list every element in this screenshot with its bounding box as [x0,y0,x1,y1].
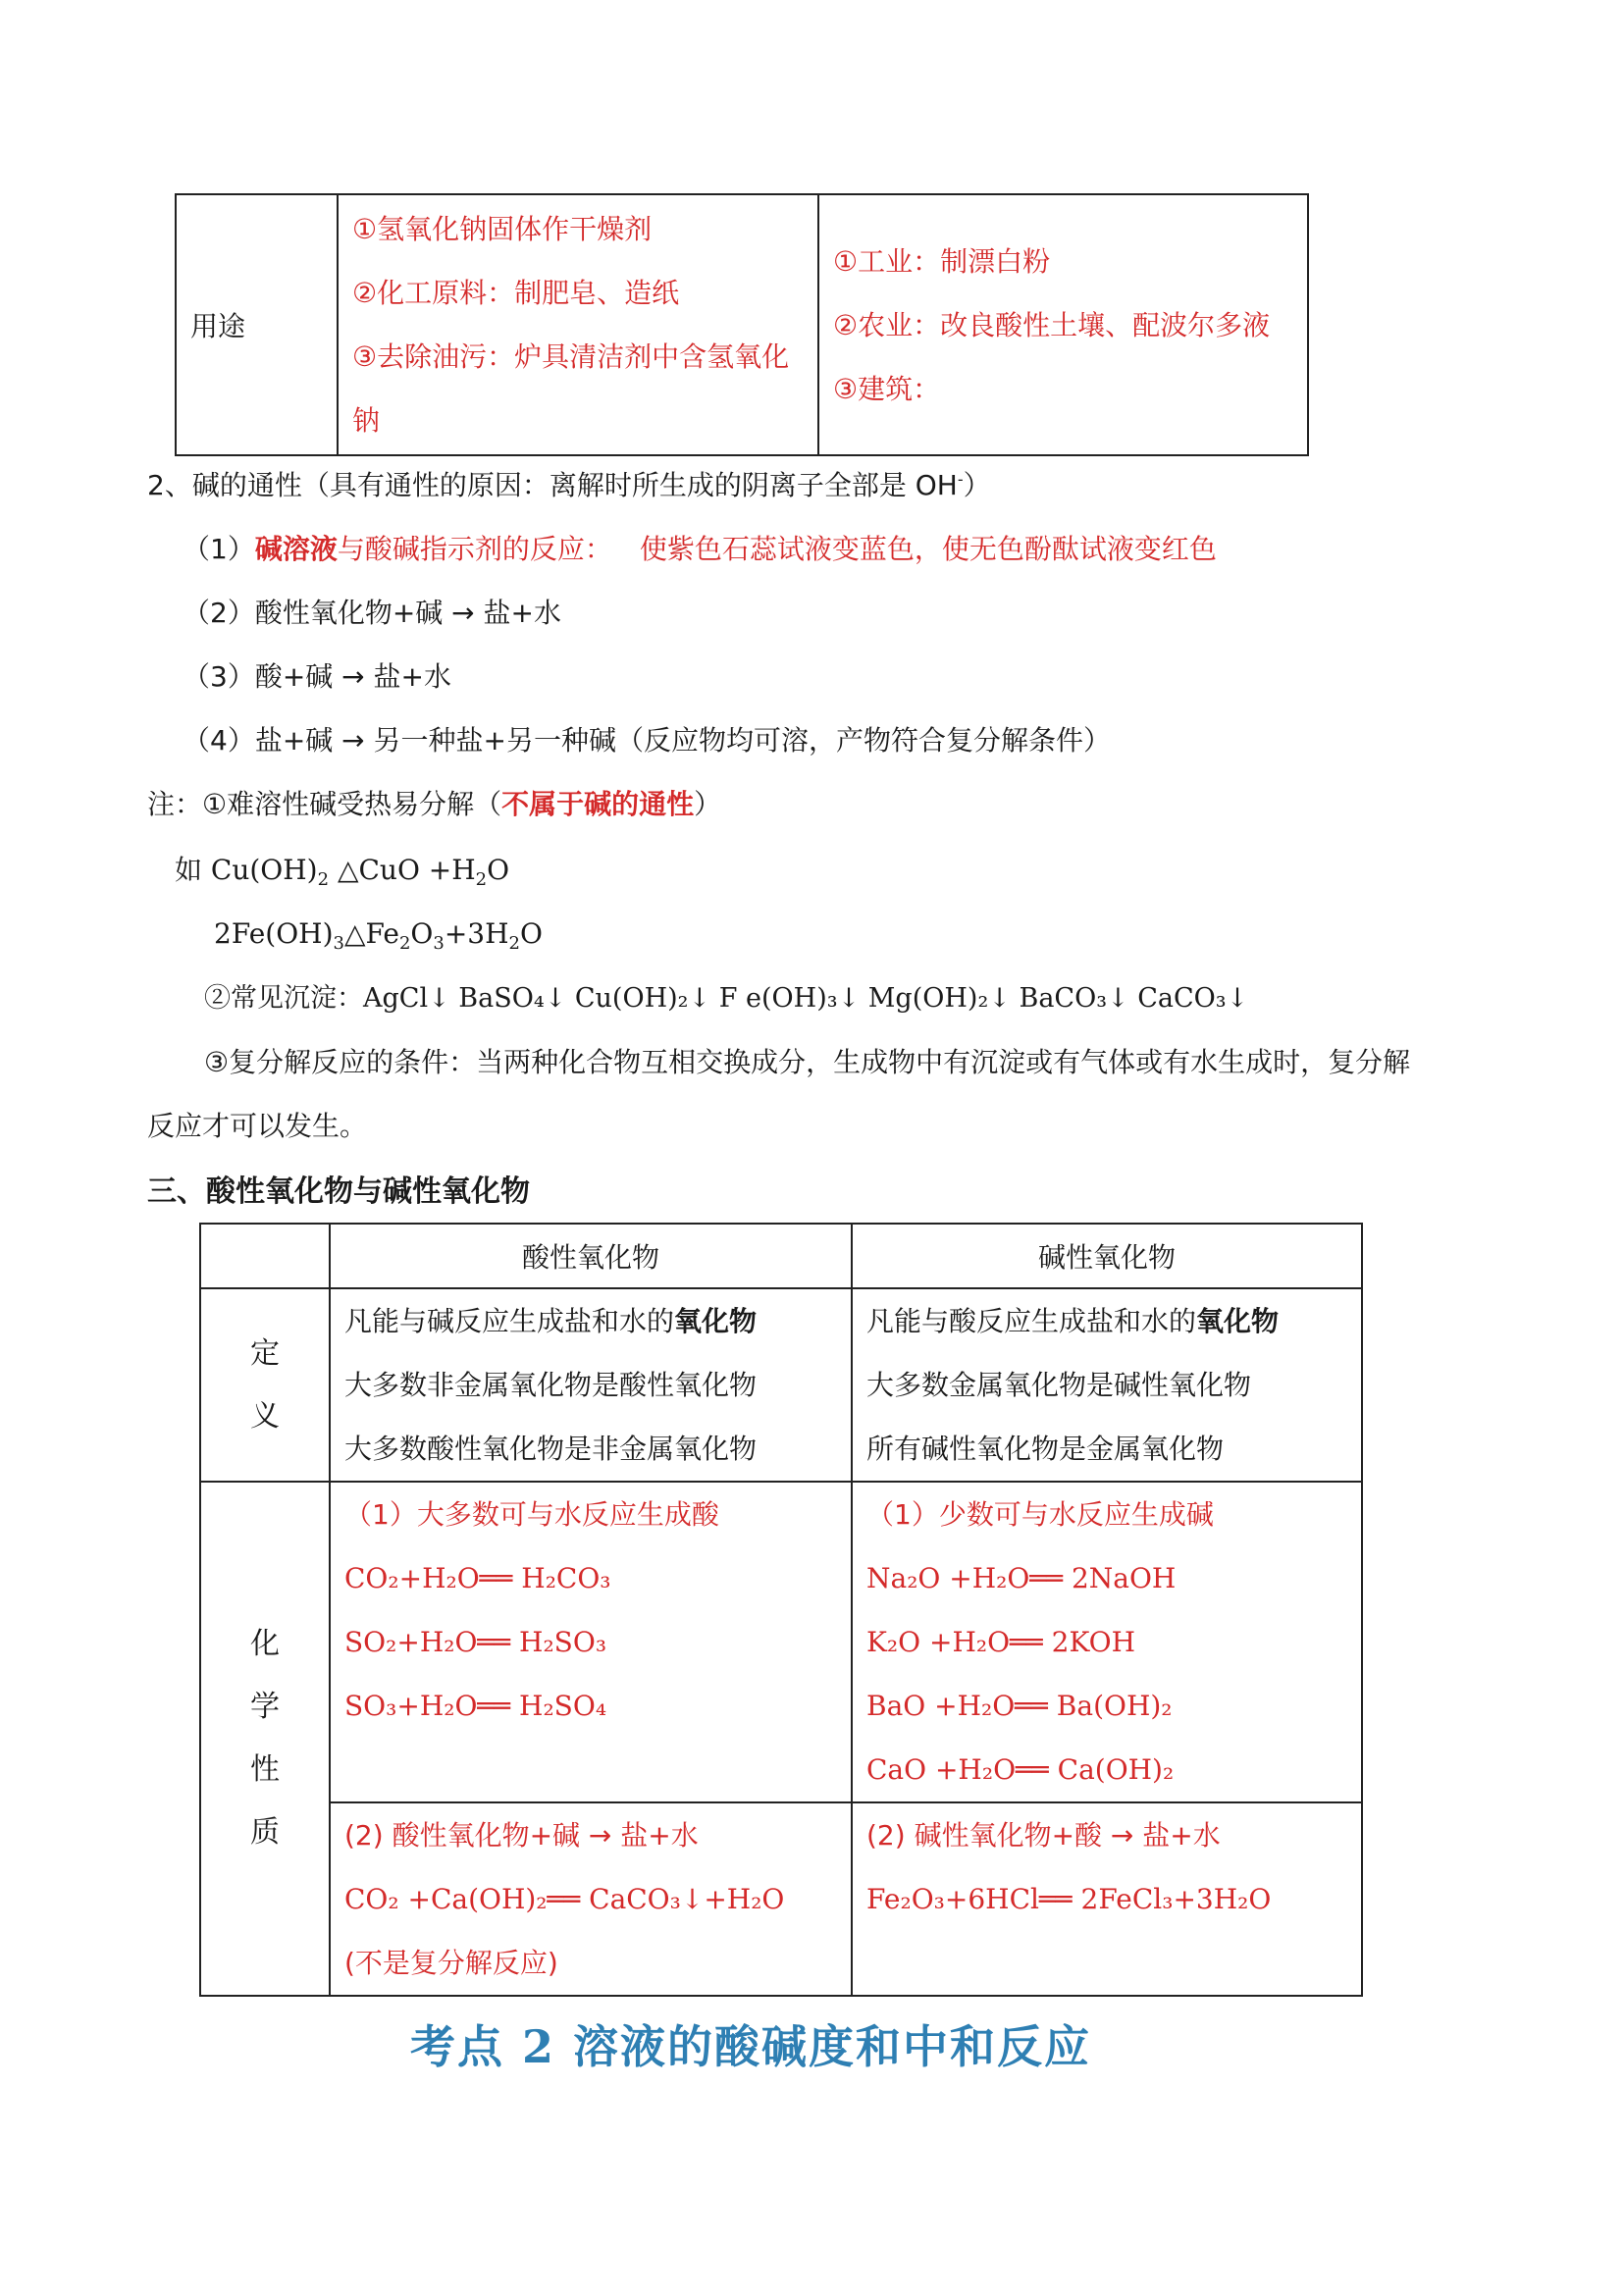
def-base-3: 所有碱性氧化物是金属氧化物 [866,1433,1225,1465]
ex2-g: +3H [444,917,509,950]
usage-table [175,193,1309,456]
ex1-e: O [487,854,510,886]
base-prop2-title: (2) 碱性氧化物+酸 → 盐+水 [866,1819,1221,1852]
section2-item4: （4）盐+碱 → 另一种盐+另一种碱（反应物均可溶，产物符合复分解条件） [183,724,1112,757]
def-acid-1b: 氧化物 [674,1305,758,1337]
ex1-c: △CuO +H [329,854,476,886]
section2-item1 [183,530,1217,569]
def-acid-cell [330,1288,852,1482]
section2-item2: （2）酸性氧化物+碱 → 盐+水 [183,597,561,629]
caoh-usage-cell [818,194,1308,455]
acid-prop1-title: （1）大多数可与水反应生成酸 [344,1498,719,1531]
def-acid-2: 大多数非金属氧化物是酸性氧化物 [344,1369,758,1401]
section2-title-post: ） [963,469,991,501]
def-acid-1 [344,1289,837,1353]
note3-line2: 反应才可以发生。 [147,1110,368,1142]
section2-title-pre: 2、碱的通性（具有通性的原因：离解时所生成的阴离子全部是 OH [147,469,958,501]
def-label-2: 义 [250,1398,280,1434]
section3-heading: 三、酸性氧化物与碱性氧化物 [147,1174,530,1209]
naoh-usage-cell [338,194,818,455]
note1 [147,785,721,824]
base-prop1-eq3: BaO +H₂O══ Ba(OH)₂ [866,1690,1173,1722]
section2-title [147,466,991,505]
oxides-table [199,1223,1363,1997]
acid-prop2-eq: CO₂ +Ca(OH)₂══ CaCO₃↓+H₂O [344,1883,785,1915]
ex2-d: 2 [398,933,411,954]
naoh-usage-2: ②化工原料：制肥皂、造纸 [352,277,680,309]
def-base-1a: 凡能与酸反应生成盐和水的 [866,1305,1197,1337]
section2-item3: （3）酸+碱 → 盐+水 [183,660,451,693]
chem-label [200,1482,330,1996]
ex2-i: O [520,917,543,950]
acid-prop1-eq3: SO₃+H₂O══ H₂SO₄ [344,1690,607,1722]
col-header-base: 碱性氧化物 [852,1224,1362,1288]
note1-example2 [214,914,543,954]
base-prop1-eq4: CaO +H₂O══ Ca(OH)₂ [866,1753,1175,1786]
chem-label-2: 学 [250,1690,280,1724]
base-prop1-eq2: K₂O +H₂O══ 2KOH [866,1626,1136,1658]
base-prop2-eq: Fe₂O₃+6HCl══ 2FeCl₃+3H₂O [866,1883,1272,1915]
def-base-1 [866,1289,1347,1353]
acid-prop1-eq2: SO₂+H₂O══ H₂SO₃ [344,1626,607,1658]
col-header-acid: 酸性氧化物 [330,1224,852,1288]
ex1-b: 2 [317,869,330,890]
ex2-f: 3 [433,933,445,954]
naoh-usage-3: ③去除油污：炉具清洁剂中含氢氧化 [352,340,790,373]
usage-label: 用途 [176,194,338,455]
chem-label-3: 性 [250,1752,280,1787]
section2-title-sup: - [957,470,964,489]
acid-prop1-eq1: CO₂+H₂O══ H₂CO₃ [344,1562,611,1594]
caoh-usage-1: ①工业：制漂白粉 [833,244,1051,278]
note1-post: ） [694,788,722,820]
acid-prop1-cell [330,1482,852,1802]
ex2-c: △Fe [343,917,399,950]
item1-mid: 与酸碱指示剂的反应： [337,533,612,565]
def-label [200,1288,330,1482]
corner-cell [200,1224,330,1288]
def-base-1b: 氧化物 [1196,1305,1280,1337]
def-acid-3: 大多数酸性氧化物是非金属氧化物 [344,1433,758,1465]
def-base-cell [852,1288,1362,1482]
note1-example1 [175,851,509,890]
note2: ②常见沉淀：AgCl↓ BaSO₄↓ Cu(OH)₂↓ F e(OH)₃↓ Mg(OH)₂↓ BaCO₃↓ CaCO₃↓ [204,983,1249,1014]
naoh-usage-1: ①氢氧化钠固体作干燥剂 [352,213,653,245]
def-label-1: 定 [250,1335,280,1371]
caoh-usage-2: ②农业：改良酸性土壤、配波尔多液 [833,308,1271,341]
ex2-h: 2 [508,933,520,954]
item1-bold: 碱溶液 [254,533,338,565]
chem-label-1: 化 [250,1627,280,1661]
chem-label-4: 质 [250,1815,280,1850]
note1-pre: 注：①难溶性碱受热易分解（ [147,788,502,820]
def-acid-1a: 凡能与碱反应生成盐和水的 [344,1305,675,1337]
ex2-b: 3 [333,933,344,954]
acid-prop2-cell [330,1802,852,1996]
caoh-usage-3: ③建筑： [833,372,941,405]
note1-red: 不属于碱的通性 [501,788,695,820]
base-prop2-cell [852,1802,1362,1996]
base-prop1-cell [852,1482,1362,1802]
ex1-a: 如 Cu(OH) [175,854,318,886]
ex1-d: 2 [475,869,488,890]
item1-prefix: （1） [183,533,255,565]
item1-red: 使紫色石蕊试液变蓝色，使无色酚酞试液变红色 [639,533,1217,565]
ex2-e: O [410,917,434,950]
naoh-usage-4: 钠 [352,404,381,437]
def-base-2: 大多数金属氧化物是碱性氧化物 [866,1369,1252,1401]
base-prop1-eq1: Na₂O +H₂O══ 2NaOH [866,1562,1177,1594]
note3-line1: ③复分解反应的条件：当两种化合物互相交换成分，生成物中有沉淀或有气体或有水生成时，复分解 [204,1046,1411,1078]
acid-prop2-title: (2) 酸性氧化物+碱 → 盐+水 [344,1819,699,1852]
acid-prop2-note: (不是复分解反应) [344,1947,558,1979]
kaodian-heading: 考点 2 溶液的酸碱度和中和反应 [410,2020,1092,2073]
ex2-a: 2Fe(OH) [214,917,334,950]
base-prop1-title: （1）少数可与水反应生成碱 [866,1498,1214,1531]
